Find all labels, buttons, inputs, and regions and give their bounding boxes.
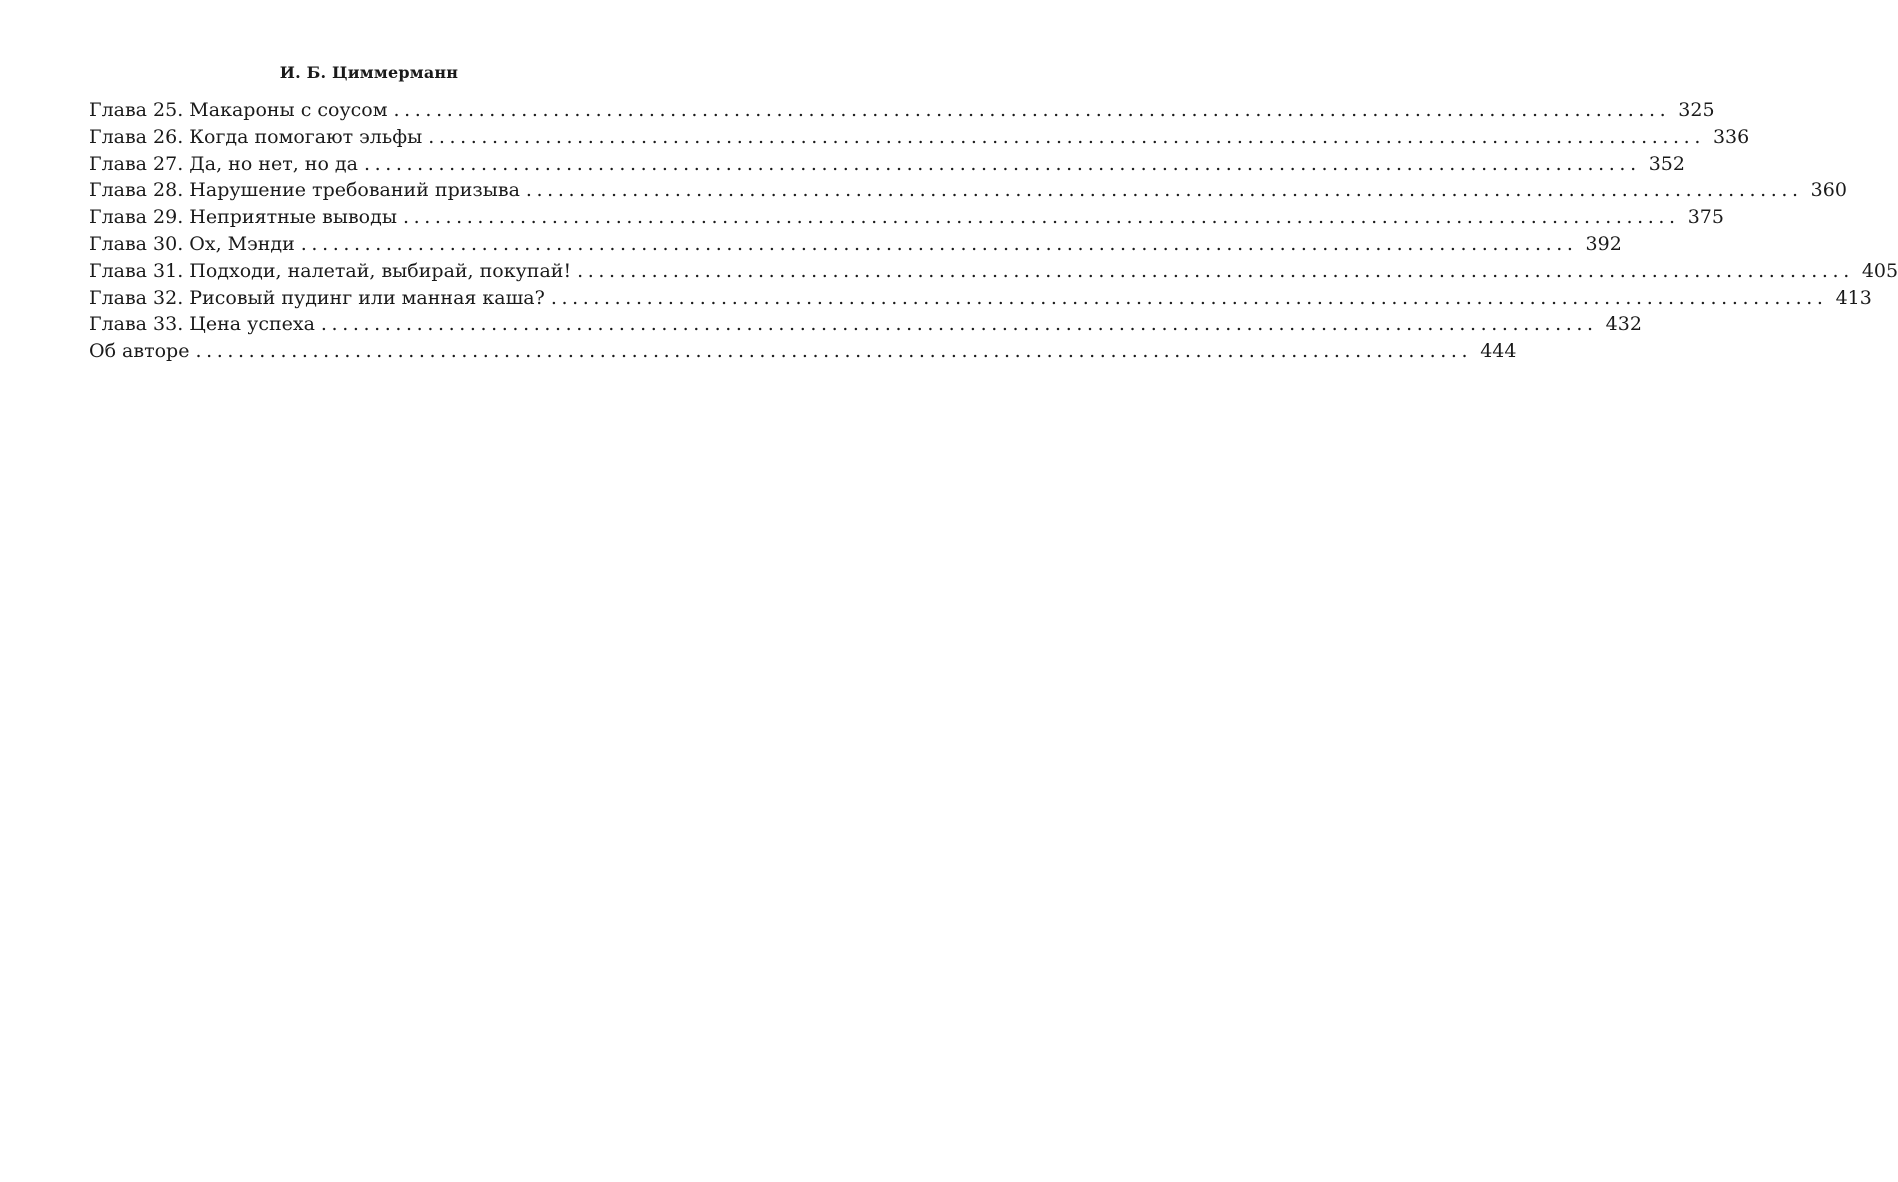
table-of-contents (89, 97, 1898, 365)
toc-entry-page: 360 (1810, 179, 1847, 202)
dot-leader: ........................................................................................................................ (525, 179, 1803, 202)
dot-leader: ........................................................................................................................ (300, 232, 1578, 255)
toc-entry (89, 97, 1715, 124)
dot-leader: ........................................................................................................................ (393, 99, 1671, 121)
toc-entry (89, 204, 1724, 231)
dot-leader: ........................................................................................................................ (402, 206, 1680, 229)
toc-entry-page: 325 (1678, 99, 1715, 121)
toc-entry-page: 444 (1480, 340, 1517, 363)
toc-entry-page: 352 (1648, 152, 1685, 175)
toc-entry-page: 336 (1712, 125, 1750, 148)
toc-entry (89, 285, 1872, 312)
toc-entry-page: 405 (1861, 259, 1898, 282)
toc-entry-title: Глава 26. Когда помогают эльфы (89, 125, 423, 148)
toc-entry-page: 432 (1605, 313, 1642, 336)
toc-entry (89, 177, 1847, 204)
toc-entry (89, 258, 1898, 285)
dot-leader: ........................................................................................................................ (550, 286, 1828, 309)
toc-entry-title: Глава 30. Ох, Мэнди (89, 232, 295, 255)
toc-entry (89, 338, 1517, 365)
running-head: И. Б. Циммерманн (279, 63, 459, 82)
toc-entry-page: 375 (1687, 206, 1724, 229)
toc-entry-page: 392 (1585, 232, 1622, 255)
dot-leader: ........................................................................................................................ (195, 340, 1473, 363)
dot-leader: ........................................................................................................................ (320, 313, 1598, 336)
toc-entry-title: Глава 29. Неприятные выводы (89, 206, 397, 229)
dot-leader: ........................................................................................................................ (363, 152, 1641, 175)
toc-entry-title: Глава 31. Подходи, налетай, выбирай, покупай! (89, 259, 572, 282)
toc-entry-title: Глава 27. Да, но нет, но да (89, 152, 358, 175)
toc-entry-title: Об авторе (89, 340, 190, 363)
toc-entry-title: Глава 28. Нарушение требований призыва (89, 179, 520, 202)
toc-entry-page: 413 (1835, 286, 1872, 309)
dot-leader: ........................................................................................................................ (577, 259, 1854, 282)
toc-entry-title: Глава 33. Цена успеха (89, 313, 315, 336)
toc-entry (89, 124, 1750, 151)
toc-entry-title: Глава 32. Рисовый пудинг или манная каша? (89, 286, 545, 309)
toc-entry (89, 151, 1685, 178)
book-page (89, 62, 1898, 365)
toc-entry (89, 231, 1622, 258)
toc-entry (89, 311, 1642, 338)
toc-entry-title: Глава 25. Макароны с соусом (89, 99, 388, 121)
dot-leader: ........................................................................................................................ (428, 125, 1705, 148)
